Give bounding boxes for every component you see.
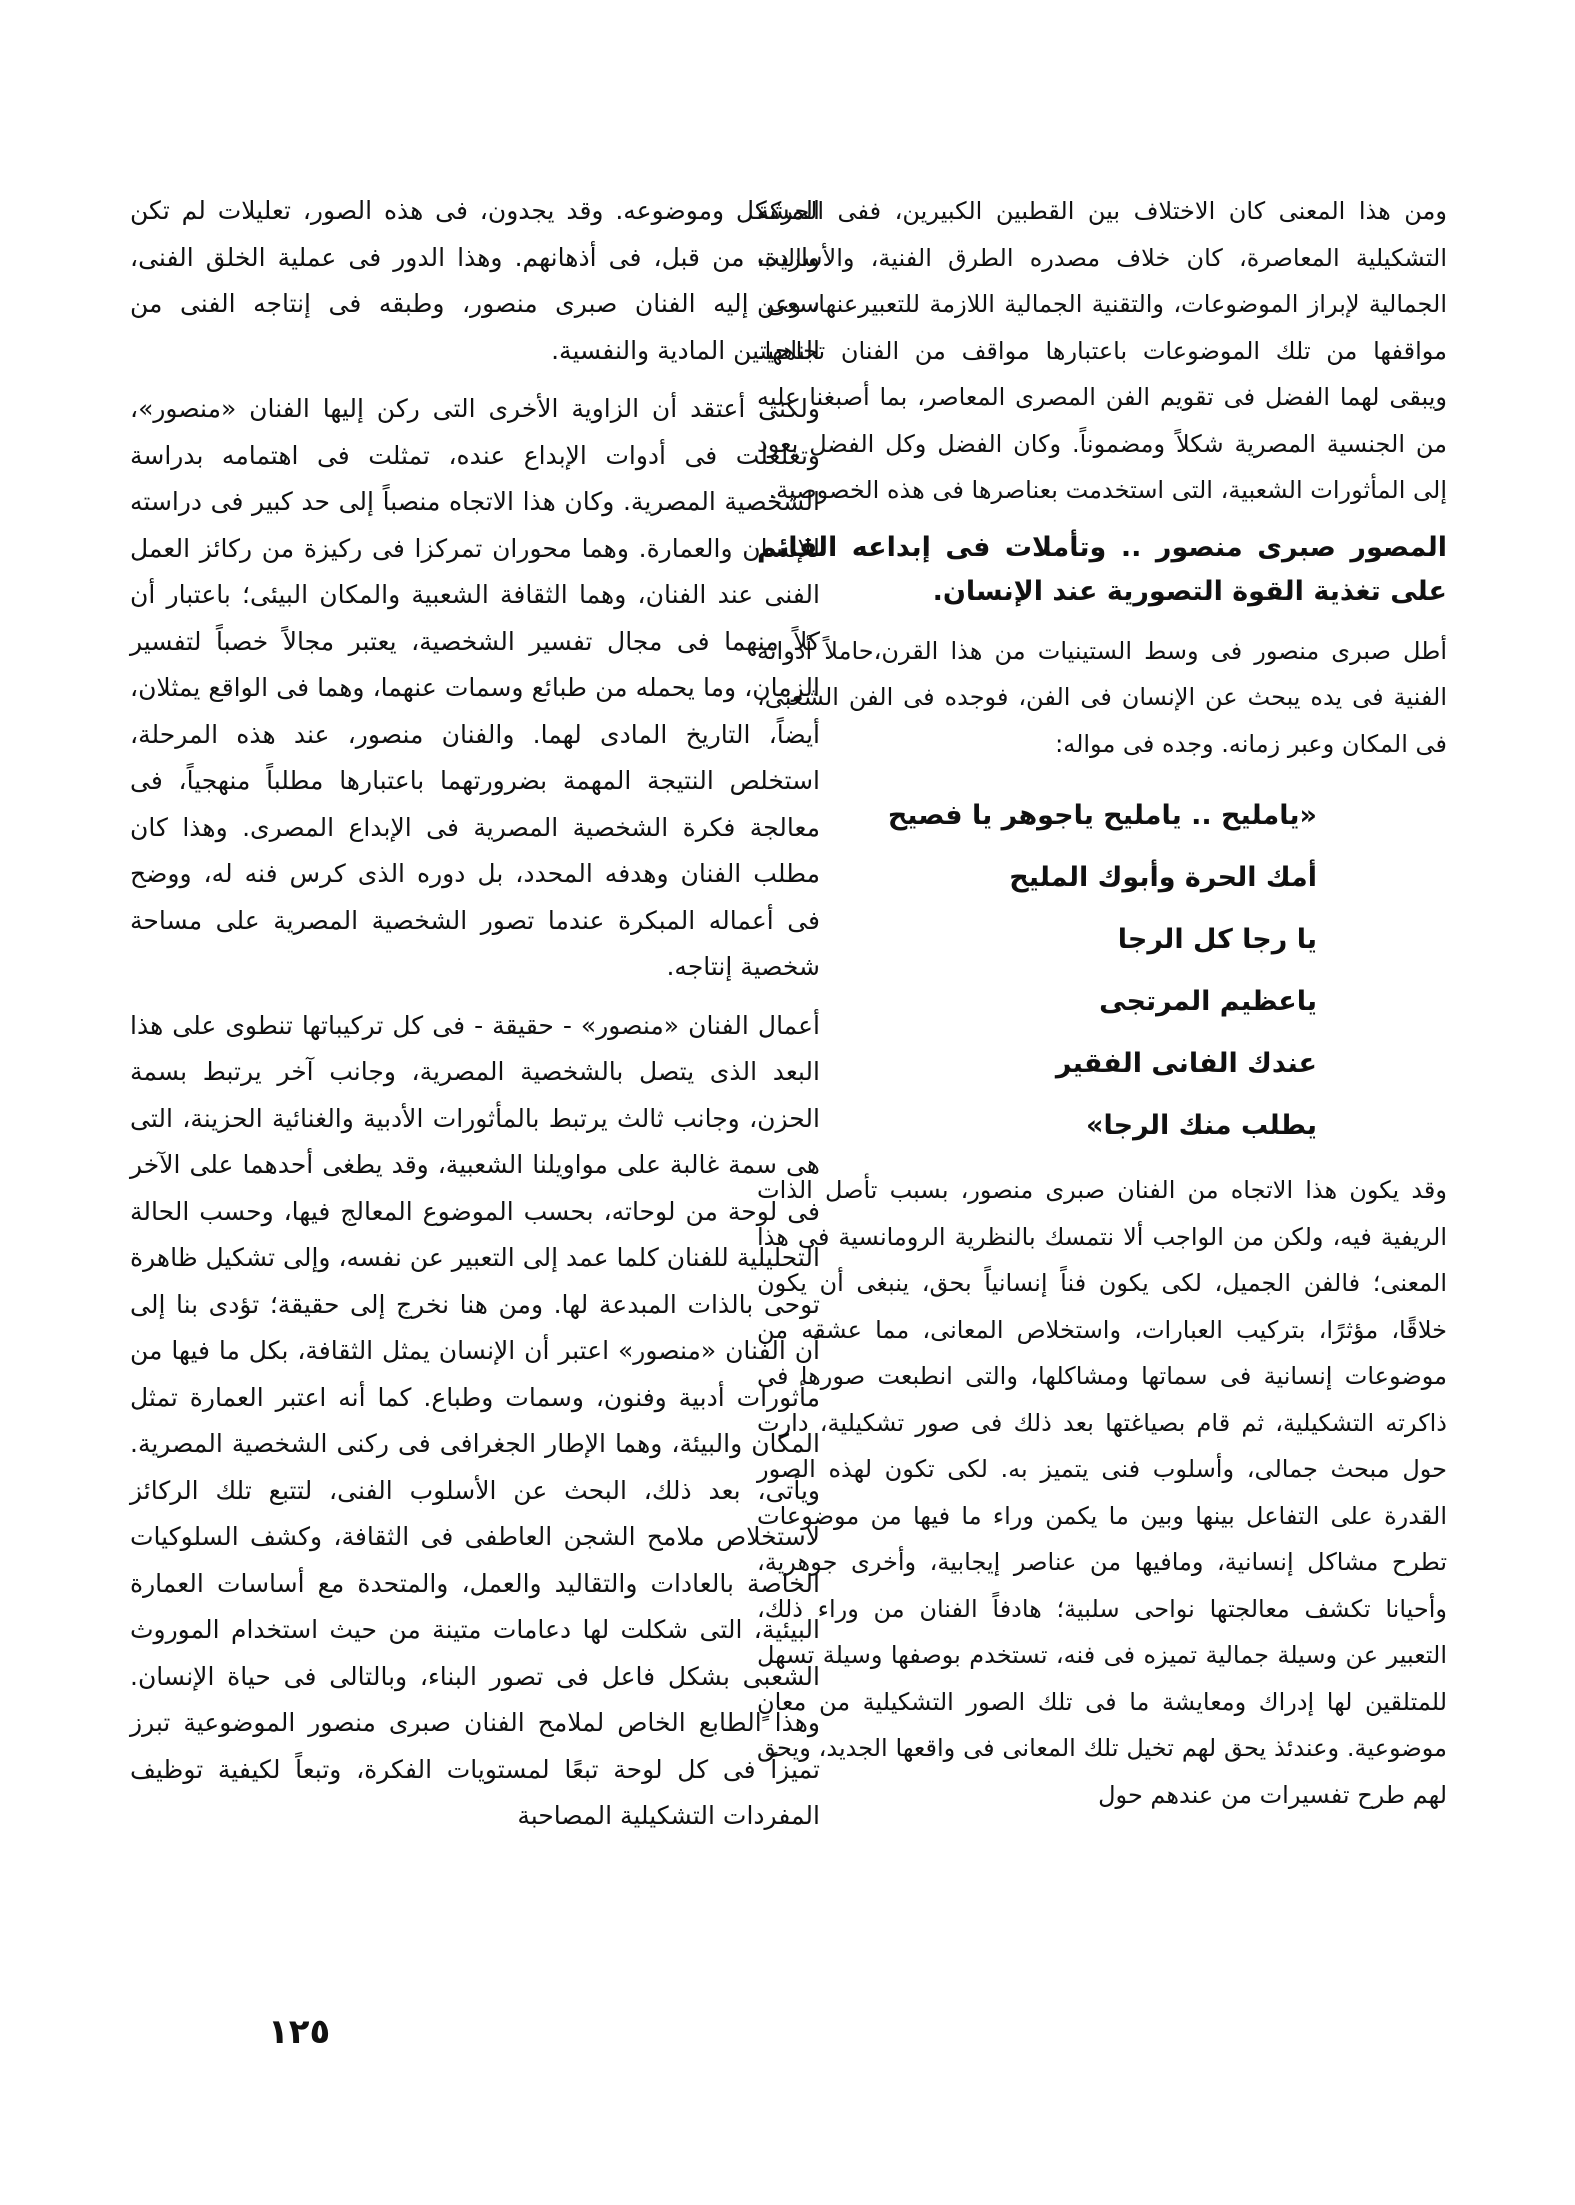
- poem-line: «يامليح .. يامليح ياجوهر يا فصيح: [887, 800, 1317, 831]
- right-paragraph-3: وقد يكون هذا الاتجاه من الفنان صبرى منصور، بسبب تأصل الذات الريفية فيه، ولكن من الواجب ألا نتمسك بالنظرية الرومانسية فى هذا المعنى؛ فالفن الجميل، لكى يكون فناً إنسانياً بحق، ينبغى أن يكون خلاقًا، مؤثرًا، بتركيب العبارات، واستخلاص المعانى، مما عشقه من موضوعات إنسانية فى سماتها ومشاكلها، والتى انطبعت صورها فى ذاكرته التشكيلية، ثم قام بصياغتها بعد ذلك فى صور تشكيلية، دارت حول مبحث جمالى، وأسلوب فنى يتميز به. لكى تكون لهذه الصور القدرة على التفاعل بينها وبين ما يكمن وراء ما فيها من موضوعات تطرح مشاكل إنسانية، ومافيها من عناصر إيجابية، وأخرى جوهرية، وأحيانا تكشف معالجتها نواحى سلبية؛ هادفاً الفنان من وراء ذلك، التعبير عن وسيلة جمالية تميزه فى فنه، تستخدم بوصفها وسيلة تسهل للمتلقين لها إدراك ومعايشة ما فى تلك الصور التشكيلية من معانٍ موضوعية. وعندئذ يحق لهم تخيل تلك المعانى فى واقعها الجديد، ويحق لهم طرح تفسيرات من عندهم حول: [757, 1176, 1447, 1809]
- right-paragraph-2: أطل صبرى منصور فى وسط الستينيات من هذا القرن،حاملاً أدواته الفنية فى يده يبحث عن الإنسان فى الفن، فوجده فى الفن الشعبى، فى المكان وعبر زمانه. وجده فى مواله:: [757, 636, 1447, 758]
- right-column: [757, 188, 1447, 1830]
- poem-line: يا رجا كل الرجا: [1117, 924, 1317, 955]
- poem-line: عندك الفانى الفقير: [1055, 1048, 1317, 1079]
- page-number: ١٢٥: [268, 2012, 331, 2052]
- left-paragraph-1: المشكل وموضوعه. وقد يجدون، فى هذه الصور، تعليلات لم تكن واردة، من قبل، فى أذهانهم. وهذا الدور فى عملية الخلق الفنى، سعى إليه الفنان صبرى منصور، وطبقه فى إنتاجه الفنى من الناحيتين المادية والنفسية.: [130, 196, 820, 365]
- right-paragraph-1: ومن هذا المعنى كان الاختلاف بين القطبين الكبيرين، ففى الحركة التشكيلية المعاصرة، كان خلاف مصدره الطرق الفنية، والأساليب الجمالية لإبراز الموضوعات، والتقنية الجمالية اللازمة للتعبيرعنها، وعن مواقفها من تلك الموضوعات باعتبارها مواقف من الفنان تجاهها. ويبقى لهما الفضل فى تقويم الفن المصرى المعاصر، بما أصبغنا عليه من الجنسية المصرية شكلاً ومضموناً. وكان الفضل وكل الفضل يعود إلى المأثورات الشعبية، التى استخدمت بعناصرها فى هذه الخصوصية.: [757, 197, 1447, 504]
- poem-line: أمك الحرة وأبوك المليح: [1009, 862, 1317, 893]
- left-paragraph-2: ولكنى أعتقد أن الزاوية الأخرى التى ركن إليها الفنان «منصور»، وتغلغلت فى أدوات الإبداع عنده، تمثلت فى اهتمامه بدراسة الشخصية المصرية. وكان هذا الاتجاه منصباً إلى حد كبير فى دراسته للإنسان والعمارة. وهما محوران تمركزا فى ركيزة من ركائز العمل الفنى عند الفنان، وهما الثقافة الشعبية والمكان البيئى؛ باعتبار أن كلاً منهما فى مجال تفسير الشخصية، يعتبر مجالاً خصباً لتفسير الزمان، وما يحمله من طبائع وسمات عنهما، وهما فى الواقع يمثلان، أيضاً، التاريخ المادى لهما. والفنان منصور، عند هذه المرحلة، استخلص النتيجة المهمة بضرورتهما باعتبارها مطلباً منهجياً، فى معالجة فكرة الشخصية المصرية فى الإبداع المصرى. وهذا كان مطلب الفنان وهدفه المحدد، بل دوره الذى كرس فنه له، ووضح فى أعماله المبكرة عندما تصور الشخصية المصرية على مساحة شخصية إنتاجه.: [130, 394, 820, 981]
- left-column: [130, 188, 820, 1852]
- left-paragraph-3: أعمال الفنان «منصور» - حقيقة - فى كل تركيباتها تنطوى على هذا البعد الذى يتصل بالشخصية المصرية، وجانب آخر يرتبط بسمة الحزن، وجانب ثالث يرتبط بالمأثورات الأدبية والغنائية الحزينة، التى هى سمة غالبة على مواويلنا الشعبية، وقد يطغى أحدهما على الآخر فى لوحة من لوحاته، بحسب الموضوع المعالج فيها، وحسب الحالة التحليلية للفنان كلما عمد إلى التعبير عن نفسه، وإلى تشكيل ظاهرة توحى بالذات المبدعة لها. ومن هنا نخرج إلى حقيقة؛ تؤدى بنا إلى أن الفنان «منصور» اعتبر أن الإنسان يمثل الثقافة، بكل ما فيها من مأثورات أدبية وفنون، وسمات وطباع. كما أنه اعتبر العمارة تمثل المكان والبيئة، وهما الإطار الجغرافى فى ركنى الشخصية المصرية. ويأتى، بعد ذلك، البحث عن الأسلوب الفنى، لتتبع تلك الركائز لاستخلاص ملامح الشجن العاطفى فى الثقافة، وكشف السلوكيات الخاصة بالعادات والتقاليد والعمل، والمتحدة مع أساسات العمارة البيئية، التى شكلت لها دعامات متينة من حيث استخدام الموروث الشعبى بشكل فاعل فى تصور البناء، وبالتالى فى حياة الإنسان. وهذا الطابع الخاص لملامح الفنان صبرى منصور الموضوعية تبرز تميزاً فى كل لوحة تبعًا لمستويات الفكرة، وتبعاً لكيفية توظيف المفردات التشكيلية المصاحبة: [130, 1010, 820, 1830]
- poem-block: [757, 785, 1447, 1157]
- section-heading: المصور صبرى منصور .. وتأملات فى إبداعه القائم على تغذية القوة التصورية عند الإنسان.: [757, 531, 1447, 607]
- poem-line: يطلب منك الرجا»: [1086, 1110, 1317, 1141]
- poem-line: ياعظيم المرتجى: [1099, 986, 1317, 1017]
